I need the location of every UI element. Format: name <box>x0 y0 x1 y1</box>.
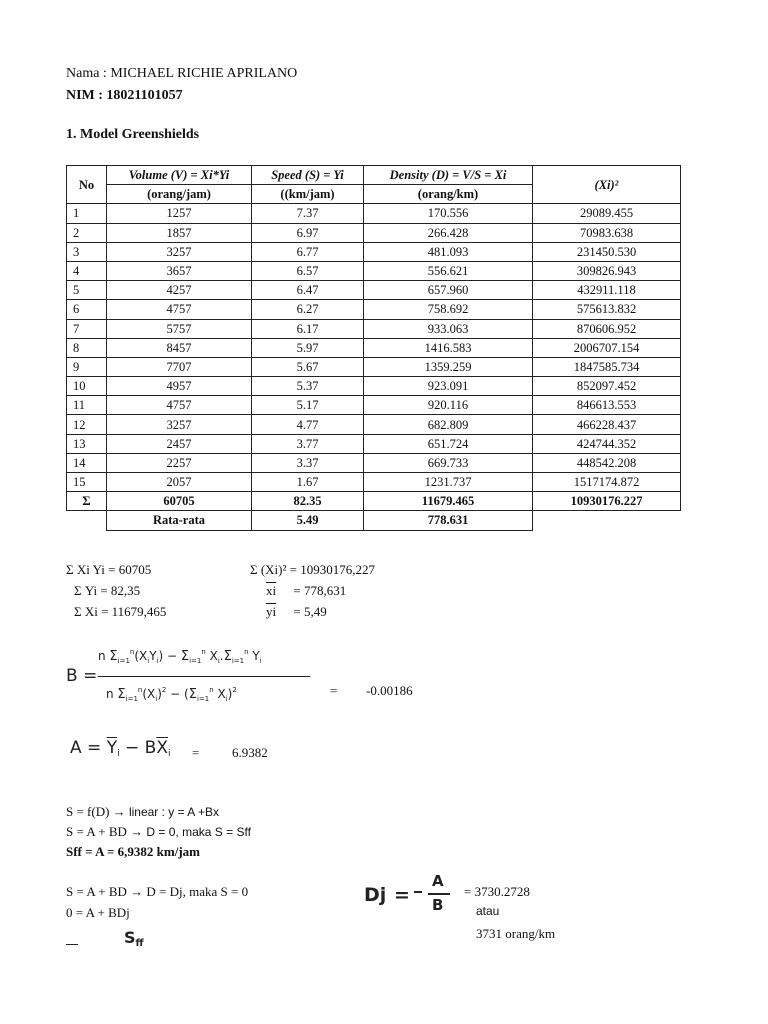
cell-density: 481.093 <box>364 242 533 261</box>
cell-volume: 4257 <box>107 281 252 300</box>
cell-xi-squared: 448542.208 <box>533 453 681 472</box>
sum-speed: 82.35 <box>252 492 364 511</box>
avg-density: 778.631 <box>364 511 533 530</box>
sum-symbol: Σ <box>67 492 107 511</box>
cell-density: 758.692 <box>364 300 533 319</box>
cell-no: 15 <box>67 473 107 492</box>
cell-xi-squared: 2006707.154 <box>533 338 681 357</box>
derivation-line-1-a: S = f(D) → <box>66 804 129 819</box>
cell-density: 266.428 <box>364 223 533 242</box>
cell-no: 7 <box>67 319 107 338</box>
mean-xi-value: = 778,631 <box>293 583 347 598</box>
sum-xi-squared-text: Σ (Xi)² = 10930176,227 <box>250 562 375 577</box>
table-row <box>67 415 681 434</box>
cell-no: 2 <box>67 223 107 242</box>
cell-speed: 6.77 <box>252 242 364 261</box>
cell-no: 11 <box>67 396 107 415</box>
formula-a-value: 6.9382 <box>232 745 268 760</box>
cell-density: 1359.259 <box>364 357 533 376</box>
cell-density: 669.733 <box>364 453 533 472</box>
cell-xi-squared: 1847585.734 <box>533 357 681 376</box>
formula-dj-image: Dj = A B <box>364 872 456 918</box>
average-row <box>67 511 681 530</box>
header-no: No <box>67 166 107 204</box>
greenshields-table <box>66 165 681 531</box>
cell-speed: 1.67 <box>252 473 364 492</box>
cell-speed: 5.67 <box>252 357 364 376</box>
cell-density: 556.621 <box>364 261 533 280</box>
avg-label: Rata-rata <box>107 511 252 530</box>
cell-no: 4 <box>67 261 107 280</box>
cell-volume: 7707 <box>107 357 252 376</box>
table-row <box>67 377 681 396</box>
mean-xi-label: $\overline{xi}$ <box>266 583 277 598</box>
cell-density: 933.063 <box>364 319 533 338</box>
dj-value: = 3730.2728 <box>464 884 530 899</box>
cell-no: 1 <box>67 204 107 223</box>
sum-xi: Σ Xi = 11679,465 <box>74 604 167 619</box>
cell-no: 5 <box>67 281 107 300</box>
table-row <box>67 319 681 338</box>
header-volume: Volume (V) = Xi*Yi <box>107 166 252 185</box>
cell-xi-squared: 309826.943 <box>533 261 681 280</box>
formula-b-image: B = n $\Sigma_{i=1}^n(X_iY_i) - \Sigma_{i=1}^n$ $X_i.\Sigma_{i=1}^n$ $Y_i$ n $\Sigma_{i=1}^n(X_i)^2 - (\Sigma_{i=1}^n$ $X_i)^2$ <box>66 640 316 720</box>
cell-volume: 3257 <box>107 415 252 434</box>
formula-a-equals: = <box>192 745 200 760</box>
derivation-line-2-a: S = A + BD → <box>66 824 147 839</box>
header-density: Density (D) = V/S = Xi <box>364 166 533 185</box>
cell-no: 3 <box>67 242 107 261</box>
cell-density: 170.556 <box>364 204 533 223</box>
table-row <box>67 357 681 376</box>
cell-xi-squared: 846613.553 <box>533 396 681 415</box>
sum-xi-squared: 10930176.227 <box>533 492 681 511</box>
mean-yi-value: = 5,49 <box>293 604 327 619</box>
derivation-line-1-b: linear : y = A +Bx <box>128 805 219 819</box>
unit-speed: ((km/jam) <box>252 185 364 204</box>
table-row <box>67 204 681 223</box>
cell-no: 13 <box>67 434 107 453</box>
cell-xi-squared: 432911.118 <box>533 281 681 300</box>
cell-xi-squared: 870606.952 <box>533 319 681 338</box>
table-row <box>67 261 681 280</box>
cell-density: 1416.583 <box>364 338 533 357</box>
cell-speed: 6.27 <box>252 300 364 319</box>
cell-xi-squared: 1517174.872 <box>533 473 681 492</box>
cell-no: 10 <box>67 377 107 396</box>
mean-yi-label: $\overline{yi}$ <box>266 604 277 619</box>
cell-speed: 5.17 <box>252 396 364 415</box>
table-row <box>67 473 681 492</box>
formula-b-equals: = <box>330 683 338 698</box>
unit-volume: (orang/jam) <box>107 185 252 204</box>
derivation-line-2 <box>66 824 251 840</box>
cell-xi-squared: 575613.832 <box>533 300 681 319</box>
cell-no: 14 <box>67 453 107 472</box>
cell-speed: 5.37 <box>252 377 364 396</box>
table-row <box>67 223 681 242</box>
sum-row <box>67 492 681 511</box>
avg-speed: 5.49 <box>252 511 364 530</box>
cell-density: 651.724 <box>364 434 533 453</box>
cell-density: 1231.737 <box>364 473 533 492</box>
cell-no: 8 <box>67 338 107 357</box>
cell-density: 920.116 <box>364 396 533 415</box>
derivation-line-1 <box>66 804 219 820</box>
cell-volume: 4757 <box>107 396 252 415</box>
cell-density: 923.091 <box>364 377 533 396</box>
cell-volume: 4757 <box>107 300 252 319</box>
cell-volume: 4957 <box>107 377 252 396</box>
mean-xi <box>266 583 346 599</box>
derivation-line-3: Sff = A = 6,9382 km/jam <box>66 844 200 859</box>
cell-volume: 5757 <box>107 319 252 338</box>
cell-speed: 6.17 <box>252 319 364 338</box>
sum-volume: 60705 <box>107 492 252 511</box>
avg-spacer <box>67 511 107 530</box>
cell-speed: 3.37 <box>252 453 364 472</box>
student-nim: NIM : 18021101057 <box>66 88 183 103</box>
unit-density: (orang/km) <box>364 185 533 204</box>
cell-density: 682.809 <box>364 415 533 434</box>
cell-speed: 3.77 <box>252 434 364 453</box>
table-row <box>67 453 681 472</box>
cell-no: 9 <box>67 357 107 376</box>
cell-volume: 2057 <box>107 473 252 492</box>
cell-no: 12 <box>67 415 107 434</box>
table-row <box>67 281 681 300</box>
table-row <box>67 242 681 261</box>
dj-atau: atau <box>476 904 500 918</box>
cell-xi-squared: 424744.352 <box>533 434 681 453</box>
derivation-line-2-b: D = 0, maka S = Sff <box>146 825 251 839</box>
sum-density: 11679.465 <box>364 492 533 511</box>
sum-xiyi: Σ Xi Yi = 60705 <box>66 562 152 577</box>
derivation-line-4: S = A + BD → D = Dj, maka S = 0 <box>66 884 249 899</box>
derivation-line-5: 0 = A + BDj <box>66 905 130 920</box>
sum-yi: Σ Yi = 82,35 <box>74 583 141 598</box>
cell-xi-squared: 852097.452 <box>533 377 681 396</box>
table-row <box>67 396 681 415</box>
table-row <box>67 300 681 319</box>
cell-xi-squared: 29089.455 <box>533 204 681 223</box>
cell-speed: 6.97 <box>252 223 364 242</box>
avg-spacer-right <box>533 511 681 530</box>
cell-volume: 3257 <box>107 242 252 261</box>
formula-a-image: $A = \overline{Y}_i - B\overline{X}_i$ <box>70 738 171 759</box>
cell-volume: 1857 <box>107 223 252 242</box>
cell-density: 657.960 <box>364 281 533 300</box>
cell-speed: 4.77 <box>252 415 364 434</box>
cell-volume: 8457 <box>107 338 252 357</box>
section-title: 1. Model Greenshields <box>66 127 200 142</box>
cell-speed: 7.37 <box>252 204 364 223</box>
table-row <box>67 338 681 357</box>
cell-volume: 3657 <box>107 261 252 280</box>
cell-volume: 2257 <box>107 453 252 472</box>
cell-volume: 1257 <box>107 204 252 223</box>
cell-xi-squared: 70983.638 <box>533 223 681 242</box>
cell-speed: 6.47 <box>252 281 364 300</box>
table-row <box>67 434 681 453</box>
cell-volume: 2457 <box>107 434 252 453</box>
formula-b-value: -0.00186 <box>366 683 413 698</box>
cell-speed: 6.57 <box>252 261 364 280</box>
sff-fraction-image: Sff <box>66 926 166 952</box>
header-speed: Speed (S) = Yi <box>252 166 364 185</box>
student-name: Nama : MICHAEL RICHIE APRILANO <box>66 66 298 81</box>
dj-rounded: 3731 orang/km <box>476 926 556 941</box>
header-xi-squared: (Xi)² <box>533 166 681 204</box>
cell-xi-squared: 231450.530 <box>533 242 681 261</box>
cell-no: 6 <box>67 300 107 319</box>
cell-xi-squared: 466228.437 <box>533 415 681 434</box>
cell-speed: 5.97 <box>252 338 364 357</box>
mean-yi <box>266 604 327 620</box>
